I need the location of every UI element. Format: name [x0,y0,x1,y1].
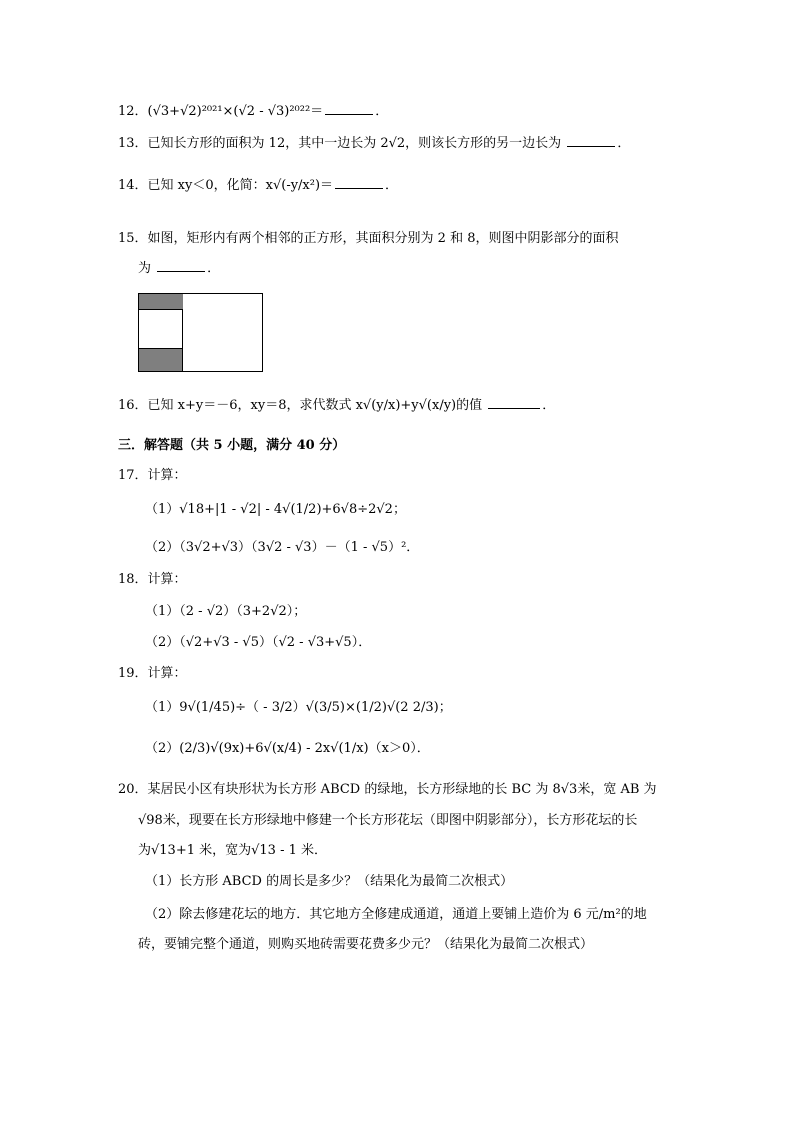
question-19-part-2: （2）(2/3)√(9x)+6√(x/4) - 2x√(1/x)（x＞0）． [145,741,430,756]
question-number: 13． [118,136,148,151]
question-number: 14． [118,178,148,193]
question-number: 19． [118,666,148,681]
question-20-line-3: 为√13+1 米，宽为√13 - 1 米． [138,843,328,858]
question-text: 某居民小区有块形状为长方形 ABCD 的绿地，长方形绿地的长 BC 为 8√3米，宽 AB 为 [147,782,657,797]
answer-blank [325,103,373,115]
question-text: 已知长方形的面积为 12，其中一边长为 2√2，则该长方形的另一边长为 [147,136,562,151]
question-12: 12．(√3+√2)²⁰²¹×(√2 - √3)²⁰²²＝ ． [118,104,389,119]
question-18-part-2: （2）（√2+√3 - √5）（√2 - √3+√5）． [145,635,372,650]
answer-blank [335,177,383,189]
question-text: 计算： [147,468,187,483]
question-13: 13．已知长方形的面积为 12，其中一边长为 2√2，则该长方形的另一边长为 ． [118,136,631,151]
question-20-part-2: （2）除去修建花坛的地方．其它地方全修建成通道，通道上要铺上造价为 6 元/m²的地 [145,907,647,922]
answer-blank [567,135,615,147]
question-15 [118,230,619,248]
question-16: 16．已知 x+y＝－6，xy＝8，求代数式 x√(y/x)+y√(x/y)的值 ． [118,398,556,413]
question-number: 20． [118,782,148,797]
question-20-part-2-cont: 砖，要铺完整个通道，则购买地砖需要花费多少元？（结果化为最简二次根式） [138,937,594,952]
question-number: 17． [118,468,148,483]
question-20-line-2: √98米，现要在长方形绿地中修建一个长方形花坛（即图中阴影部分），长方形花坛的长 [138,813,638,828]
question-number: 18． [118,572,148,587]
answer-blank [488,397,540,409]
small-square [139,309,183,349]
question-text: 已知 xy＜0，化简：x√(-y/x²)＝ [147,178,334,193]
question-20 [118,781,657,799]
question-14: 14．已知 xy＜0，化简：x√(-y/x²)＝ ． [118,178,399,193]
question-20-part-1: （1）长方形 ABCD 的周长是多少？（结果化为最简二次根式） [145,874,514,889]
section-heading: 三．解答题（共 5 小题，满分 40 分） [118,438,346,453]
answer-blank [157,260,205,272]
question-17-part-2: （2）（3√2+√3）（3√2 - √3）－（1 - √5）²． [145,540,420,555]
question-19 [118,665,187,683]
question-15-line-2: 为 ． [138,261,221,276]
question-18-part-1: （1）（2 - √2）（3+2√2）； [145,604,307,619]
question-number: 12． [118,104,148,119]
question-19-part-1: （1）9√(1/45)÷（ - 3/2）√(3/5)×(1/2)√(2 2/3)； [145,700,452,715]
question-text: 已知 x+y＝－6，xy＝8，求代数式 x√(y/x)+y√(x/y)的值 [147,398,483,413]
shaded-region-bottom [139,349,183,371]
question-text: (√3+√2)²⁰²¹×(√2 - √3)²⁰²²＝ [147,104,324,119]
question-number: 16． [118,398,148,413]
question-text: 如图，矩形内有两个相邻的正方形，其面积分别为 2 和 8，则图中阴影部分的面积 [147,231,619,246]
question-17 [118,467,187,485]
question-text: 计算： [147,666,187,681]
shaded-region-top [139,294,183,310]
rectangle-squares-figure [138,293,263,372]
question-17-part-1: （1）√18+|1 - √2| - 4√(1/2)+6√8÷2√2； [145,502,406,517]
question-18 [118,571,187,589]
question-text: 计算： [147,572,187,587]
question-number: 15． [118,231,148,246]
